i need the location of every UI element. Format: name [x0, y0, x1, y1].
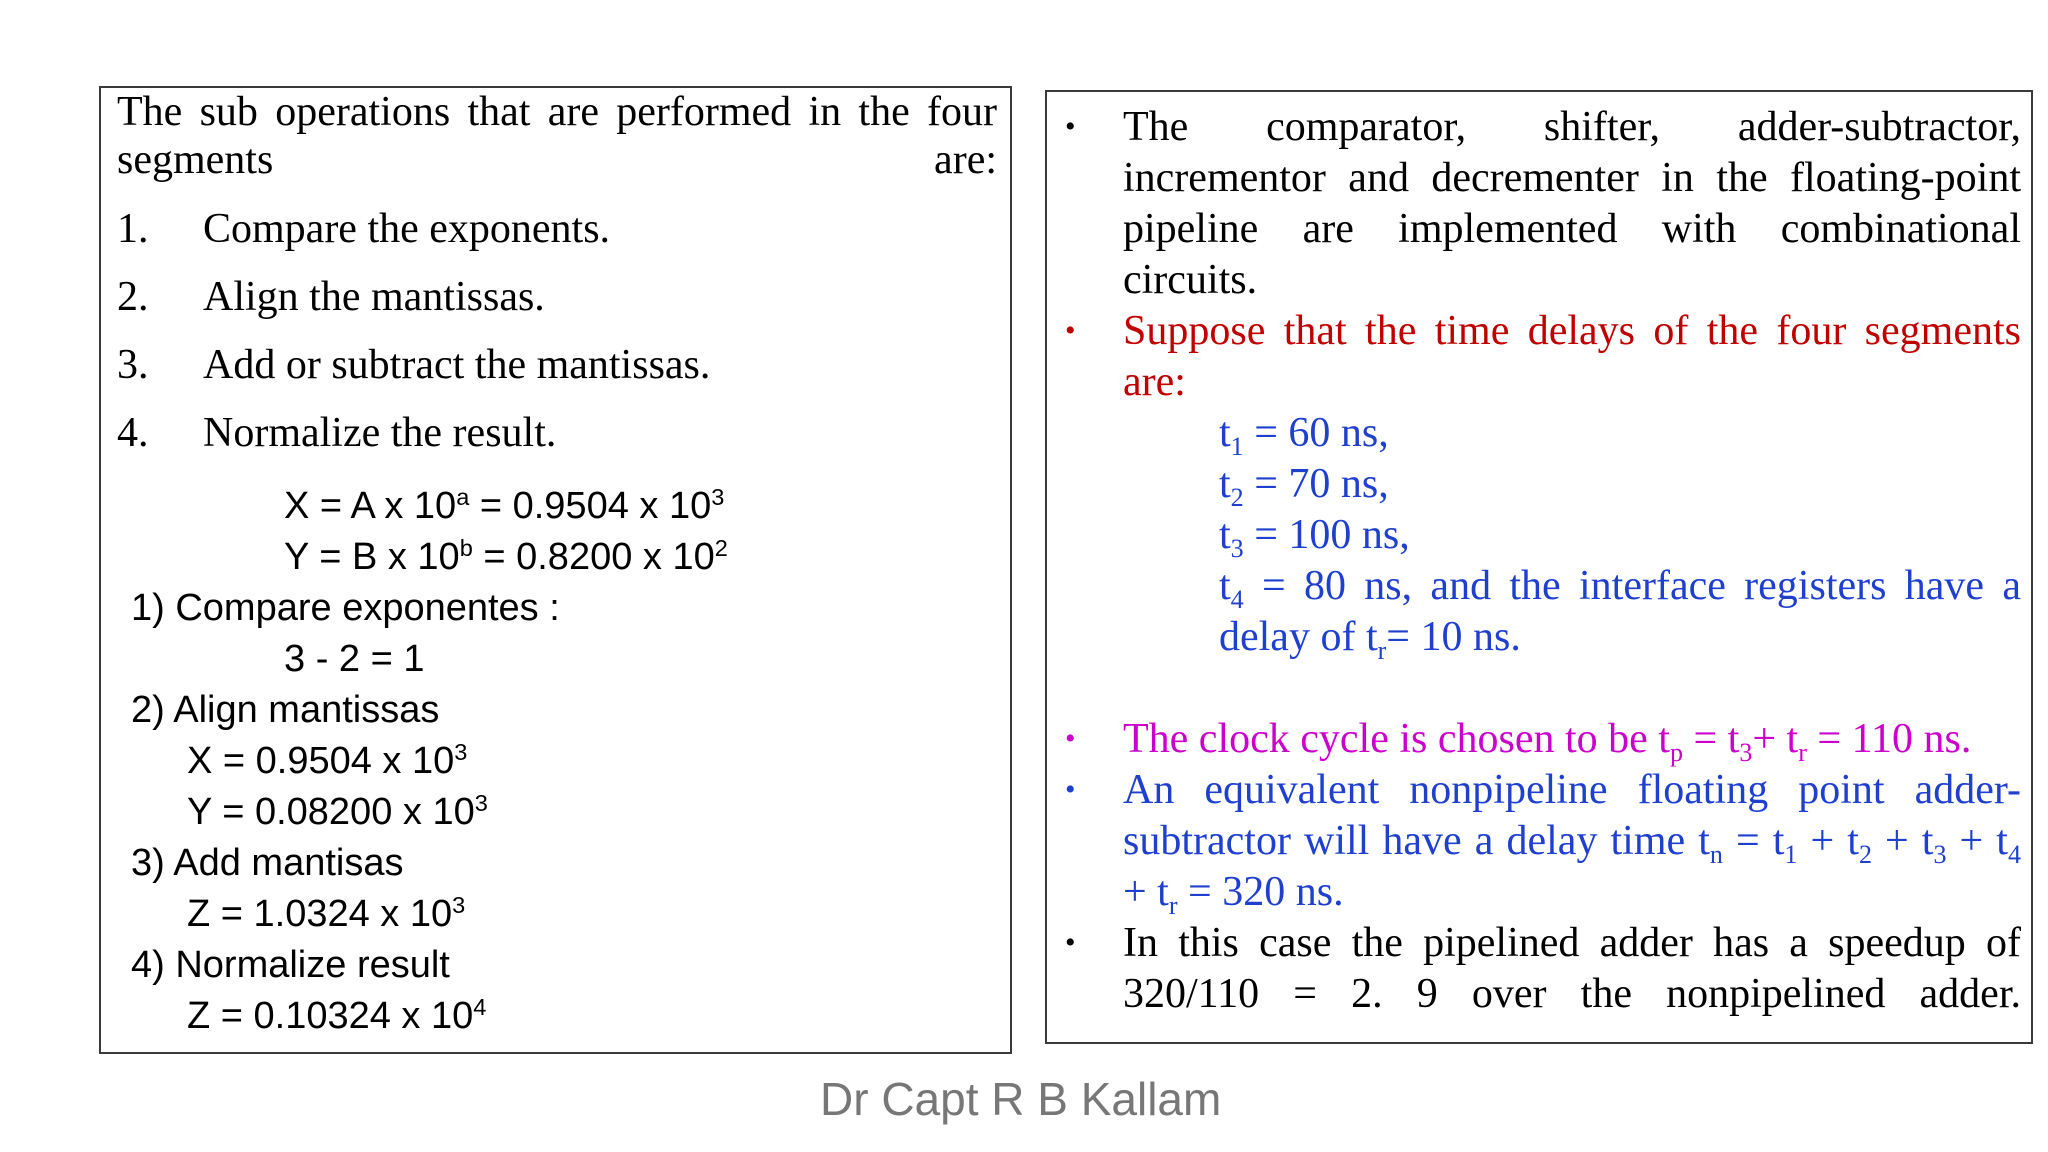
- step-text: Align the mantissas.: [203, 274, 545, 320]
- bullet-icon: •: [1065, 722, 1076, 755]
- step-text: Compare the exponents.: [203, 206, 611, 252]
- paragraph-nonpipeline-line1: An equivalent nonpipeline floating point adder-: [1123, 767, 2021, 813]
- paragraph-speedup: In this case the pipelined adder has a speedup of 320/110 = 2. 9 over the nonpipelined adder.: [1123, 920, 2021, 1017]
- footer-author: Dr Capt R B Kallam: [820, 1073, 1222, 1125]
- normalize-z: Z = 0.10324 x $10^4$: [187, 994, 487, 1037]
- paragraph-clock-cycle: The clock cycle is chosen to be $t_p = t_3+ t_r = 110$ ns.: [1123, 716, 1972, 768]
- delay-register: delay of $t_r= 10$ ns.: [1219, 614, 1521, 666]
- add-z: Z = 1.0324 x $10^3$: [187, 892, 466, 935]
- normalize-heading: 4) Normalize result: [131, 944, 450, 986]
- bullet-icon: •: [1065, 926, 1076, 959]
- delay-t2: $t_2 = 70$ ns,: [1219, 461, 1389, 513]
- equation-x: X = A x $10^a = 0.9504$ x $10^3$: [284, 484, 725, 527]
- compare-value: 3 - 2 = 1: [284, 638, 425, 680]
- paragraph-nonpipeline-line3: + $t_r = 320$ ns.: [1123, 869, 1344, 921]
- step-text: Normalize the result.: [203, 410, 557, 456]
- bullet-icon: •: [1065, 110, 1076, 143]
- intro-paragraph: The sub operations that are performed in the four segments are:: [117, 89, 997, 183]
- step-number: 3.: [117, 342, 149, 388]
- delay-t4: $t_4 = 80$ ns, and the interface registers have a: [1219, 563, 2021, 615]
- add-heading: 3) Add mantisas: [131, 842, 404, 884]
- step-text: Add or subtract the mantissas.: [203, 342, 711, 388]
- step-number: 4.: [117, 410, 149, 456]
- step-number: 1.: [117, 206, 149, 252]
- align-y: Y = 0.08200 x $10^3$: [187, 790, 488, 833]
- align-heading: 2) Align mantissas: [131, 689, 440, 731]
- compare-heading: 1) Compare exponentes :: [131, 587, 560, 629]
- delay-t3: $t_3 = 100$ ns,: [1219, 512, 1410, 564]
- right-text-box: [1045, 90, 2033, 1044]
- bullet-icon: •: [1065, 773, 1076, 806]
- equation-y: Y = B x $10^b = 0.8200$ x $10^2$: [284, 535, 728, 578]
- paragraph-combinational: The comparator, shifter, adder-subtractor, incrementor and decrementer in the floating-point pipeline are implemented with combinational circuits.: [1123, 104, 2021, 303]
- paragraph-delays: Suppose that the time delays of the four segments are:: [1123, 308, 2021, 405]
- paragraph-nonpipeline-line2: subtractor will have a delay time $t_n = t_1 + t_2 + t_3 + t_4$: [1123, 818, 2021, 870]
- left-text-box: [99, 86, 1012, 1054]
- bullet-icon: •: [1065, 314, 1076, 347]
- step-number: 2.: [117, 274, 149, 320]
- delay-t1: $t_1 = 60$ ns,: [1219, 410, 1389, 462]
- align-x: X = 0.9504 x $10^3$: [187, 739, 468, 782]
